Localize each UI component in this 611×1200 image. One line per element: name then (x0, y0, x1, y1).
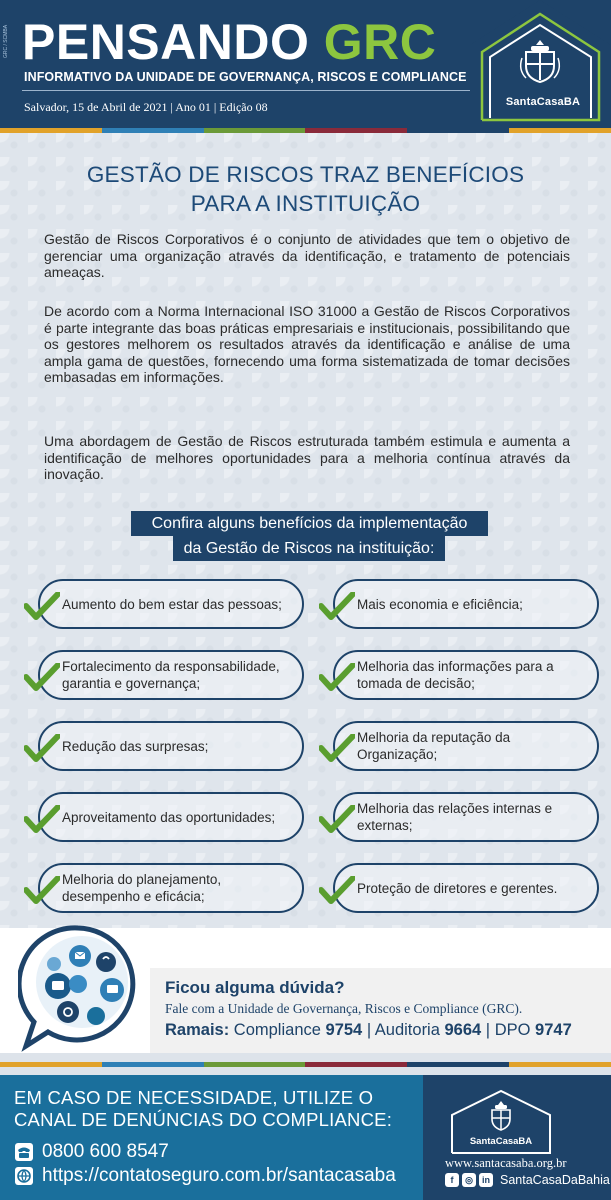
paragraph: Gestão de Riscos Corporativos é o conjunto de atividades que tem o objetivo de gerenciar uma organização através da identificação, e tratamento de potenciais ameaças. (44, 231, 570, 280)
benefit-text: Aumento do bem estar das pessoas; (62, 596, 282, 612)
checkmark-icon (24, 663, 60, 691)
benefit-item (38, 863, 304, 913)
social-handle: SantaCasaDaBahia (500, 1173, 610, 1187)
benefit-item (333, 579, 599, 629)
benefit-item (333, 863, 599, 913)
benefit-text: Mais economia e eficiência; (357, 596, 523, 612)
footer-logo-text: SantaCasaBA (469, 1136, 533, 1147)
checkmark-icon (319, 805, 355, 833)
compliance-label: Compliance (233, 1021, 321, 1039)
benefit-text: Aproveitamento das oportunidades; (62, 809, 276, 825)
hotline-phone[interactable] (14, 1141, 169, 1163)
benefit-item (38, 579, 304, 629)
newsletter-title (22, 16, 436, 68)
benefit-item (333, 792, 599, 842)
phone-icon (14, 1142, 34, 1162)
hotline-url-link[interactable] (14, 1165, 396, 1187)
stripe (102, 1062, 204, 1067)
whistleblower-message: EM CASO DE NECESSIDADE, UTILIZE O CANAL DE DENÚNCIAS DO COMPLIANCE: (14, 1087, 393, 1130)
article-title-line: PARA A INSTITUIÇÃO (190, 191, 421, 216)
checkmark-icon (319, 876, 355, 904)
article-title-line: GESTÃO DE RISCOS TRAZ BENEFÍCIOS (86, 162, 525, 187)
checkmark-icon (319, 663, 355, 691)
extensions-line: Ramais: Compliance 9754 | Auditoria 9664 | DPO 9747 (165, 1021, 572, 1039)
dpo-label: DPO (494, 1021, 531, 1039)
web-icon (14, 1166, 34, 1186)
communication-bubble-icon (18, 924, 158, 1052)
facebook-icon[interactable]: f (445, 1173, 459, 1187)
checkmark-icon (319, 592, 355, 620)
compliance-extension: 9754 (325, 1021, 363, 1039)
bottom-color-stripes (0, 1062, 611, 1067)
hotline-number: 0800 600 8547 (42, 1141, 169, 1162)
checkmark-icon (24, 734, 60, 762)
paragraph: Uma abordagem de Gestão de Riscos estruturada também estimula e aumenta a identificação de melhores oportunidades para a melhoria contínua através da inovação. (44, 433, 570, 482)
article-title (0, 160, 611, 218)
coat-of-arms-icon (492, 1101, 510, 1130)
benefits-banner-line1: Confira alguns benefícios da implementação (131, 511, 488, 536)
checkmark-icon (24, 805, 60, 833)
benefit-text: Proteção de diretores e gerentes. (357, 880, 558, 896)
benefit-text: Melhoria das relações internas e externas; (357, 801, 553, 833)
paragraph: De acordo com a Norma Internacional ISO 31000 a Gestão de Riscos Corporativos é parte integrante das boas práticas empresariais e institucionais, possibilitando que os gestores melhorem os resultados através da identificação e análise de uma ampla gama de questões, fornecendo uma forma sistematizada de tomar decisões embasadas em informações. (44, 303, 570, 385)
benefit-item (38, 721, 304, 771)
hotline-url: https://contatoseguro.com.br/santacasaba (42, 1165, 396, 1186)
benefit-text: Melhoria da reputação da Organização; (357, 730, 511, 762)
website-link[interactable]: www.santacasaba.org.br (445, 1156, 567, 1170)
benefits-banner-line2: da Gestão de Riscos na instituição: (173, 536, 445, 561)
auditoria-label: Auditoria (374, 1021, 440, 1039)
title-main: PENSANDO (22, 14, 310, 70)
stripe (305, 1062, 407, 1067)
stripe (0, 1062, 102, 1067)
dpo-extension: 9747 (535, 1021, 572, 1039)
benefit-text: Melhoria das informações para a tomada de decisão; (357, 659, 554, 691)
benefit-text: Redução das surpresas; (62, 738, 209, 754)
benefit-text: Fortalecimento da responsabilidade, garantia e governança; (62, 659, 280, 691)
header-divider (22, 90, 470, 91)
benefit-item (333, 650, 599, 700)
benefit-item (38, 792, 304, 842)
benefit-text: Melhoria do planejamento, desempenho e eficácia; (62, 872, 222, 904)
edition-info: Salvador, 15 de Abril de 2021 | Ano 01 | Edição 08 (24, 100, 268, 114)
checkmark-icon (24, 876, 60, 904)
checkmark-icon (319, 734, 355, 762)
extensions-label: Ramais: (165, 1021, 230, 1039)
santa-casa-logo (470, 0, 611, 128)
title-accent: GRC (323, 14, 437, 70)
instagram-icon[interactable]: ◎ (462, 1173, 476, 1187)
benefit-item (38, 650, 304, 700)
linkedin-icon[interactable]: in (479, 1173, 493, 1187)
stripe (407, 1062, 509, 1067)
logo-text: SantaCasaBA (505, 96, 581, 108)
auditoria-extension: 9664 (444, 1021, 482, 1039)
social-links (445, 1173, 610, 1187)
side-tag: GRC / SCMBA (3, 24, 9, 58)
benefit-item (333, 721, 599, 771)
checkmark-icon (24, 592, 60, 620)
contact-text: Fale com a Unidade de Governança, Riscos e Compliance (GRC). (165, 1001, 523, 1016)
stripe (509, 1062, 611, 1067)
contact-heading: Ficou alguma dúvida? (165, 978, 345, 997)
stripe (204, 1062, 306, 1067)
newsletter-subtitle: INFORMATIVO DA UNIDADE DE GOVERNANÇA, RISCOS E COMPLIANCE (24, 70, 467, 84)
